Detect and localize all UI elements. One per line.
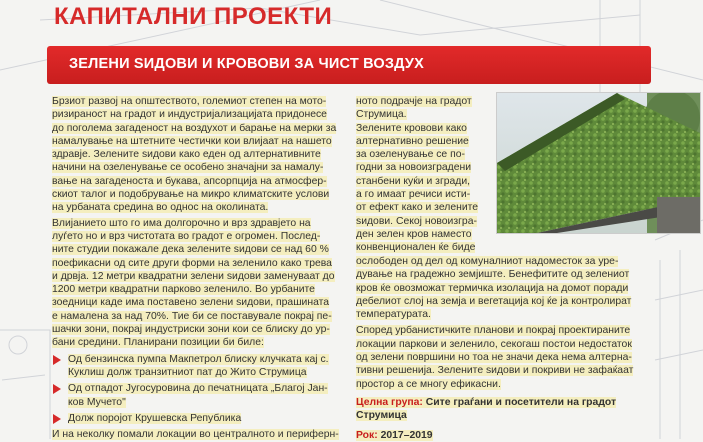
page-title: КАПИТАЛНИ ПРОЕКТИ	[54, 3, 333, 30]
triangle-bullet-icon	[53, 414, 61, 424]
banner-title: ЗЕЛЕНИ ЅИДОВИ И КРОВОВИ ЗА ЧИСТ ВОЗДУХ	[69, 56, 424, 72]
deadline-value: 2017–2019	[377, 429, 433, 441]
target-group-value: Сите граѓани и посетители на градот	[422, 396, 617, 408]
bullet-item: Од бензинска пумпа Макпетрол блиску клучката кај с. Куклиш долж транзитниот пат до Жито Струмица	[52, 353, 344, 380]
target-group-value-cont: Струмица	[356, 410, 407, 422]
bullet-item: Долж поројот Крушевска Република	[52, 412, 344, 425]
left-column	[52, 95, 344, 441]
green-roof-photo	[496, 92, 701, 234]
triangle-bullet-icon	[53, 355, 61, 365]
section-banner	[47, 46, 651, 84]
target-group-label: Целна група:	[356, 396, 423, 408]
right-column-bottom	[356, 255, 652, 442]
right-column-top: ното подрачје на градот Струмица. Зелените кровови како алтернативно решение за озеленување се по- годни за новоизградени станбени куќи и згради, а го имаат речиси исти- от ефект како и зелените ѕидови. Секој новоизгра- ден зелен кров наместо конвенционален ќе биде	[356, 96, 479, 254]
benefits-paragraph: ослободен од дел од комуналниот надоместок за уре- дување на градежно земјиште. Бенефитите од зелениот кров ќе овозможат термичка изолација на домот поради дебелиот слој на земја и вегетација кој ќе ја контролират температурата.	[356, 256, 632, 321]
urban-plans-paragraph: Според урбанистичките планови и покрај проектираните локации паркови и зеленило, секогаш постои недостаток од зелени површини но тоа не значи дека нема алтерна- тивни решенија. Зелените ѕидови и покриви не зафаќаат простор а се многу ефикасни.	[356, 325, 634, 390]
deadline	[356, 429, 652, 442]
target-group	[356, 396, 652, 423]
deadline-label: Рок:	[356, 429, 378, 441]
intro-paragraph: Брзиот развој на општеството, големиот степен на мото- ризираност на градот и индустријализацијата придонесе до поголема загаденост на воздухот и барање на мерки за намалување на штетните честички кои влијаат на нашето здравје. Зелените ѕидови како еден од алтернативните начини на озеленување се особено значајни за намалу- вање на загаденоста и букава, апсорпција на атмосфер- скиот талог и подобрување на микро климатските услови на урбаната средина во однос на околината.	[52, 96, 337, 214]
trailing-line: И на неколку помали локации во централното и периферн-	[52, 429, 339, 441]
impact-paragraph: Влијанието што го има долгорочно и врз здравјето на луѓето но и врз чистотата во градот е огромен. Послед- ните студии покажале дека зелените ѕидови се над 60 % поефикасни од сите други форми на зеленило како трева и дрвја. 12 метри квадратни зелени ѕидови заменуваат до 1200 метри квадратни парково зеленило. Во урбаните зоедници каде има поставено зелени ѕидови, прашината е намалена за над 70%. Тие би се поставувале покрај пе- шачки зони, покрај индустриски зони кои се блиску до ур- бани средини. Планирани позиции би биле:	[52, 217, 335, 349]
triangle-bullet-icon	[53, 384, 61, 394]
bullet-item: Од отпадот Југосуровина до печатницата „Благој Јан- ков Мучето"	[52, 382, 344, 409]
